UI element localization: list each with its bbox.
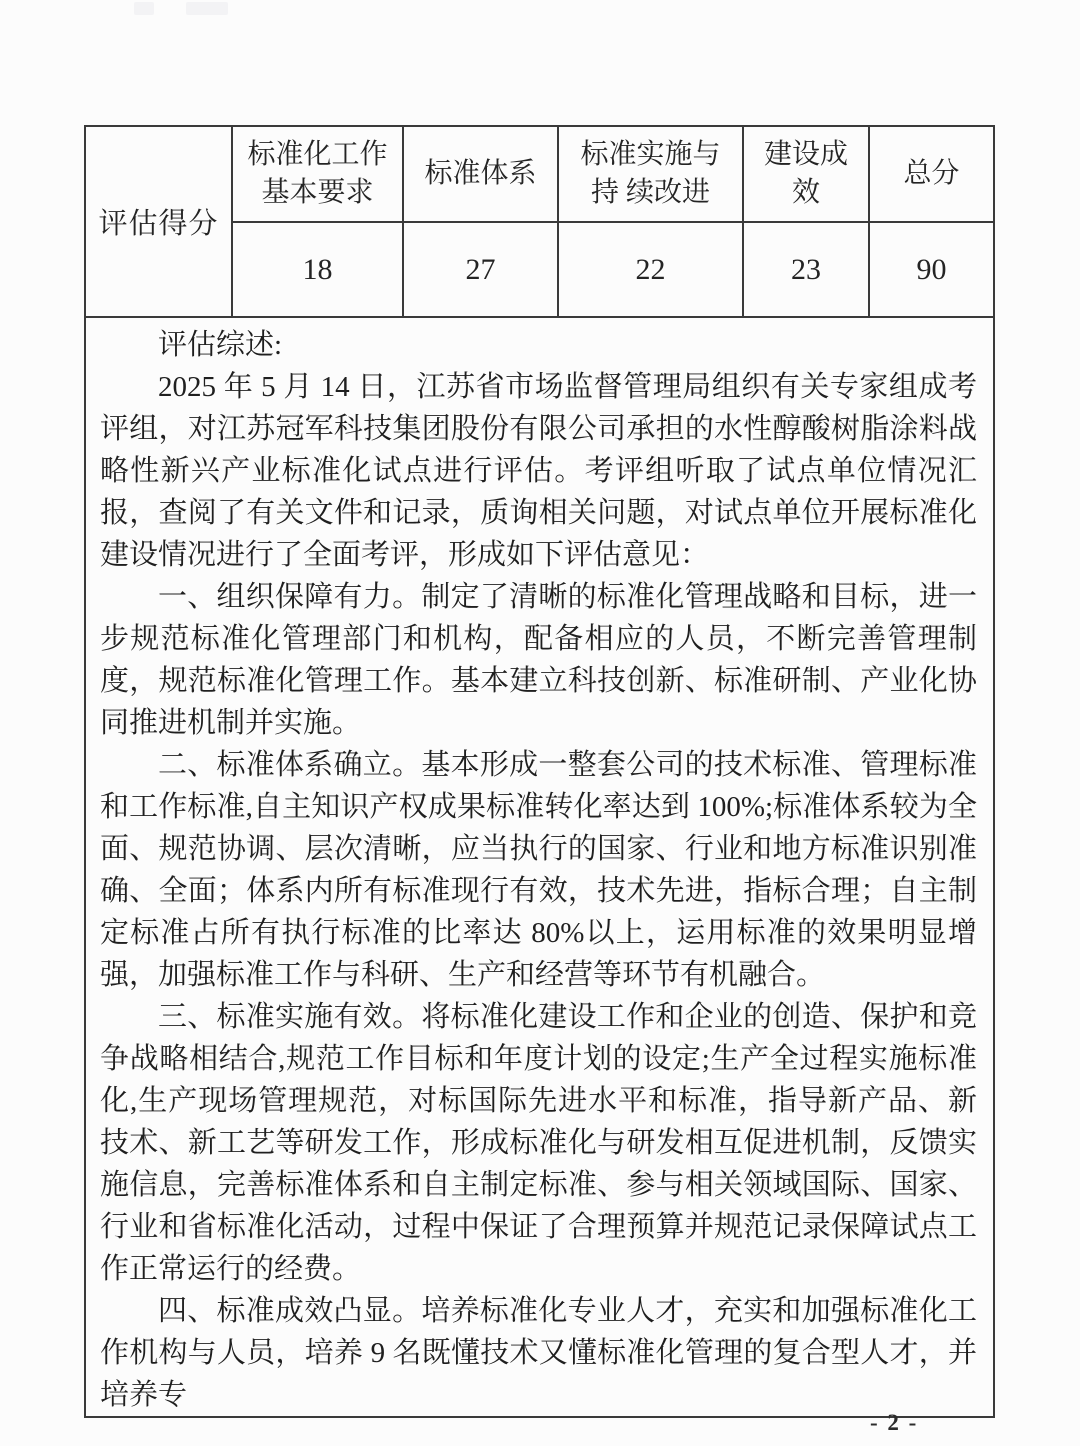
column-header-implementation-improvement: 标准实施与持 续改进: [558, 126, 743, 222]
score-standard-system: 27: [403, 222, 558, 317]
page-number: - 2 -: [870, 1410, 919, 1435]
score-implementation-improvement: 22: [558, 222, 743, 317]
column-header-total-score: 总分: [869, 126, 994, 222]
score-row-label: 评估得分: [85, 126, 232, 317]
evaluation-summary-cell: [85, 317, 994, 1417]
summary-paragraph-3-implementation: 三、标准实施有效。将标准化建设工作和企业的创造、保护和竞争战略相结合,规范工作目标和年度计划的设定;生产全过程实施标准化,生产现场管理规范，对标国际先进水平和标准，指导新产品、新技术、新工艺等研发工作，形成标准化与研发相互促进机制，反馈实施信息，完善标准体系和自主制定标准、参与相关领域国际、国家、行业和省标准化活动，过程中保证了合理预算并规范记录保障试点工作正常运行的经费。: [100, 1001, 977, 1285]
summary-paragraph-intro: 2025 年 5 月 14 日，江苏省市场监督管理局组织有关专家组成考评组，对江苏冠军科技集团股份有限公司承担的水性醇酸树脂涂料战略性新兴产业标准化试点进行评估。考评组听取了试点单位情况汇报，查阅了有关文件和记录，质询相关问题，对试点单位开展标准化建设情况进行了全面考评，形成如下评估意见：: [100, 371, 977, 571]
score-basic-requirements: 18: [232, 222, 403, 317]
column-header-construction-results: 建设成效: [743, 126, 869, 222]
summary-paragraph-2-standard-system: 二、标准体系确立。基本形成一整套公司的技术标准、管理标准和工作标准,自主知识产权成果标准转化率达到 100%;标准体系较为全面、规范协调、层次清晰，应当执行的国家、行业和地方标准识别准确、全面；体系内所有标准现行有效，技术先进，指标合理；自主制定标准占所有执行标准的比率达 80%以上，运用标准的效果明显增强，加强标准工作与科研、生产和经营等环节有机融合。: [100, 749, 977, 991]
column-header-basic-requirements: 标准化工作 基本要求: [232, 126, 403, 222]
score-total: 90: [869, 222, 994, 317]
score-construction-results: 23: [743, 222, 869, 317]
summary-heading: 评估综述:: [158, 329, 283, 361]
scan-artifact-mark: [186, 2, 228, 15]
evaluation-score-table: [84, 125, 995, 1418]
column-header-standard-system: 标准体系: [403, 126, 558, 222]
scan-artifact-mark: [134, 2, 154, 15]
summary-row: [85, 317, 994, 1417]
summary-paragraph-1-organization: 一、组织保障有力。制定了清晰的标准化管理战略和目标，进一步规范标准化管理部门和机构，配备相应的人员，不断完善管理制度，规范标准化管理工作。基本建立科技创新、标准研制、产业化协同推进机制并实施。: [100, 581, 977, 739]
table-header-row: [85, 126, 994, 222]
summary-paragraph-4-results: 四、标准成效凸显。培养标准化专业人才，充实和加强标准化工作机构与人员，培养 9 名既懂技术又懂标准化管理的复合型人才，并培养专: [100, 1295, 977, 1411]
